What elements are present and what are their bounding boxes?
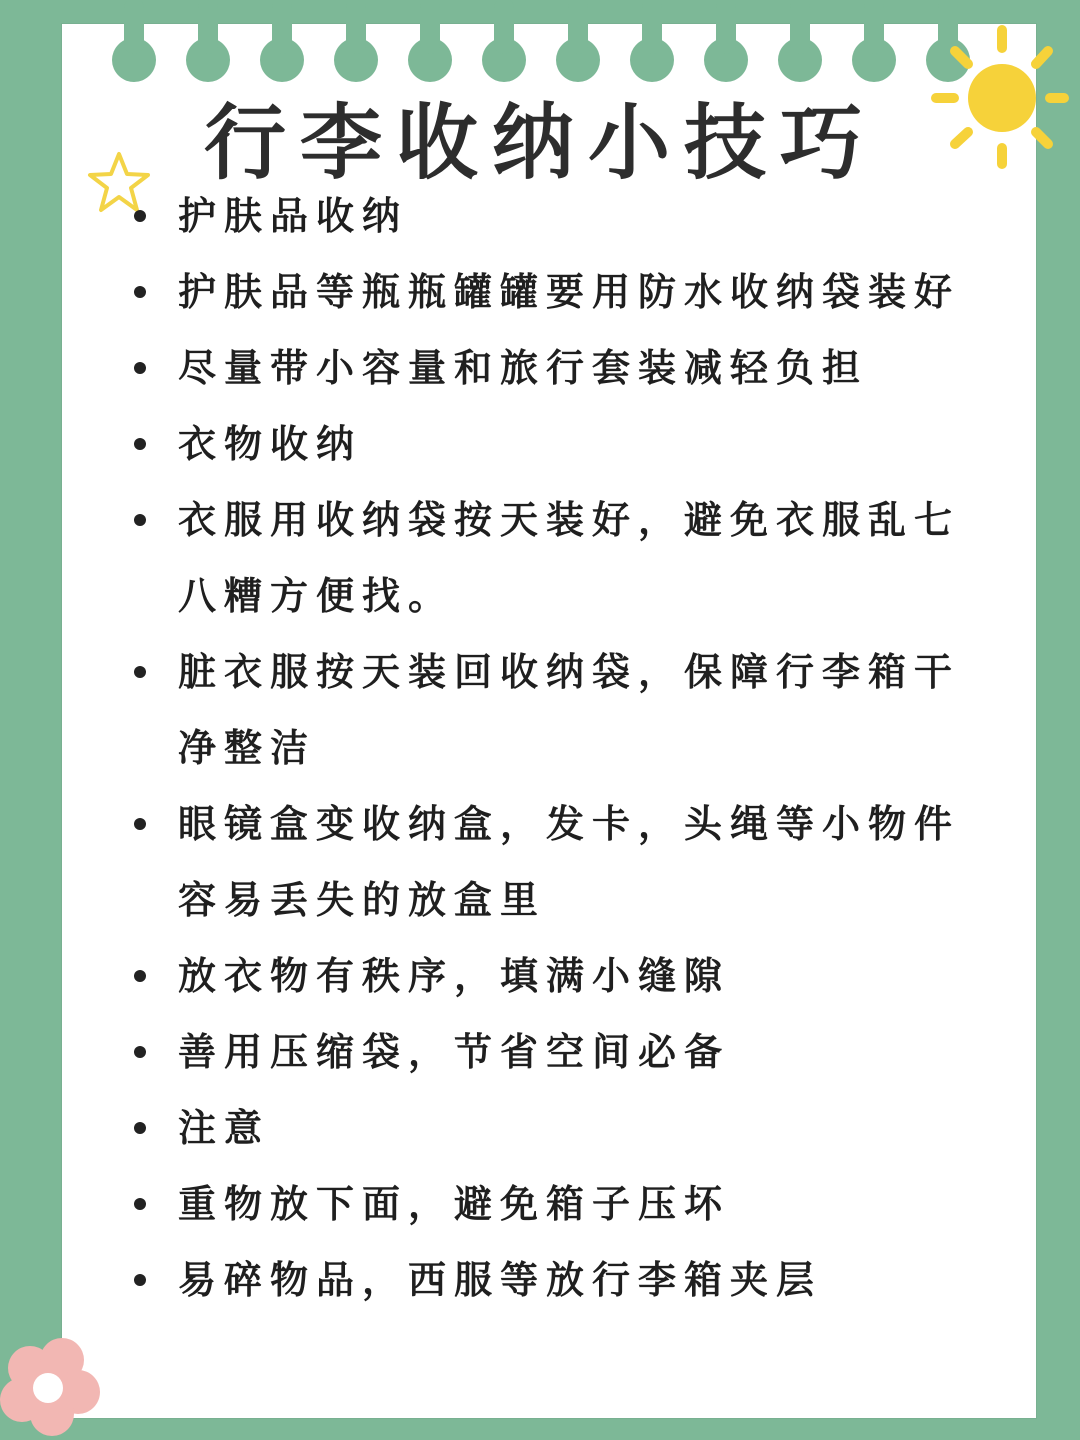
bullet-icon <box>134 210 146 222</box>
list-item <box>124 1090 1004 1166</box>
binder-hole <box>778 38 822 82</box>
list-item-text: 重物放下面，避免箱子压坏 <box>178 1182 731 1226</box>
list-item <box>124 330 1004 406</box>
list-item <box>124 178 1004 254</box>
list-item-text: 放衣物有秩序，填满小缝隙 <box>178 954 731 998</box>
list-item <box>124 1166 1004 1242</box>
list-item-text: 眼镜盒变收纳盒，发卡，头绳等小物件容易丢失的放盒里 <box>178 802 961 922</box>
bullet-icon <box>134 818 146 830</box>
binder-hole <box>556 38 600 82</box>
binder-hole <box>630 38 674 82</box>
bullet-icon <box>134 1122 146 1134</box>
bullet-icon <box>134 362 146 374</box>
binder-hole <box>334 38 378 82</box>
binder-hole <box>260 38 304 82</box>
list-item <box>124 1014 1004 1090</box>
list-item <box>124 634 1004 786</box>
flower-icon <box>0 1330 110 1440</box>
list-item <box>124 406 1004 482</box>
binder-hole <box>482 38 526 82</box>
bullet-icon <box>134 666 146 678</box>
bullet-icon <box>134 286 146 298</box>
bullet-icon <box>134 514 146 526</box>
binder-hole <box>704 38 748 82</box>
list-item-text: 护肤品等瓶瓶罐罐要用防水收纳袋装好 <box>178 270 961 314</box>
list-item <box>124 482 1004 634</box>
tips-list <box>124 178 1004 1318</box>
bullet-icon <box>134 970 146 982</box>
bullet-icon <box>134 1198 146 1210</box>
list-item-text: 衣服用收纳袋按天装好，避免衣服乱七八糟方便找。 <box>178 498 961 618</box>
list-item-text: 善用压缩袋，节省空间必备 <box>178 1030 731 1074</box>
list-item-text: 脏衣服按天装回收纳袋，保障行李箱干净整洁 <box>178 650 961 770</box>
bullet-icon <box>134 1274 146 1286</box>
bullet-icon <box>134 1046 146 1058</box>
list-item-text: 注意 <box>178 1106 271 1150</box>
binder-hole <box>852 38 896 82</box>
list-item-text: 衣物收纳 <box>178 422 363 466</box>
list-item <box>124 938 1004 1014</box>
bullet-icon <box>134 438 146 450</box>
list-item-text: 尽量带小容量和旅行套装减轻负担 <box>178 346 869 390</box>
binder-hole <box>112 38 156 82</box>
binder-hole <box>186 38 230 82</box>
list-item <box>124 254 1004 330</box>
list-item-text: 护肤品收纳 <box>178 194 409 238</box>
page-title: 行李收纳小技巧 <box>203 96 876 191</box>
list-item-text: 易碎物品，西服等放行李箱夹层 <box>178 1258 823 1302</box>
list-item <box>124 1242 1004 1318</box>
list-item <box>124 786 1004 938</box>
binder-hole <box>408 38 452 82</box>
